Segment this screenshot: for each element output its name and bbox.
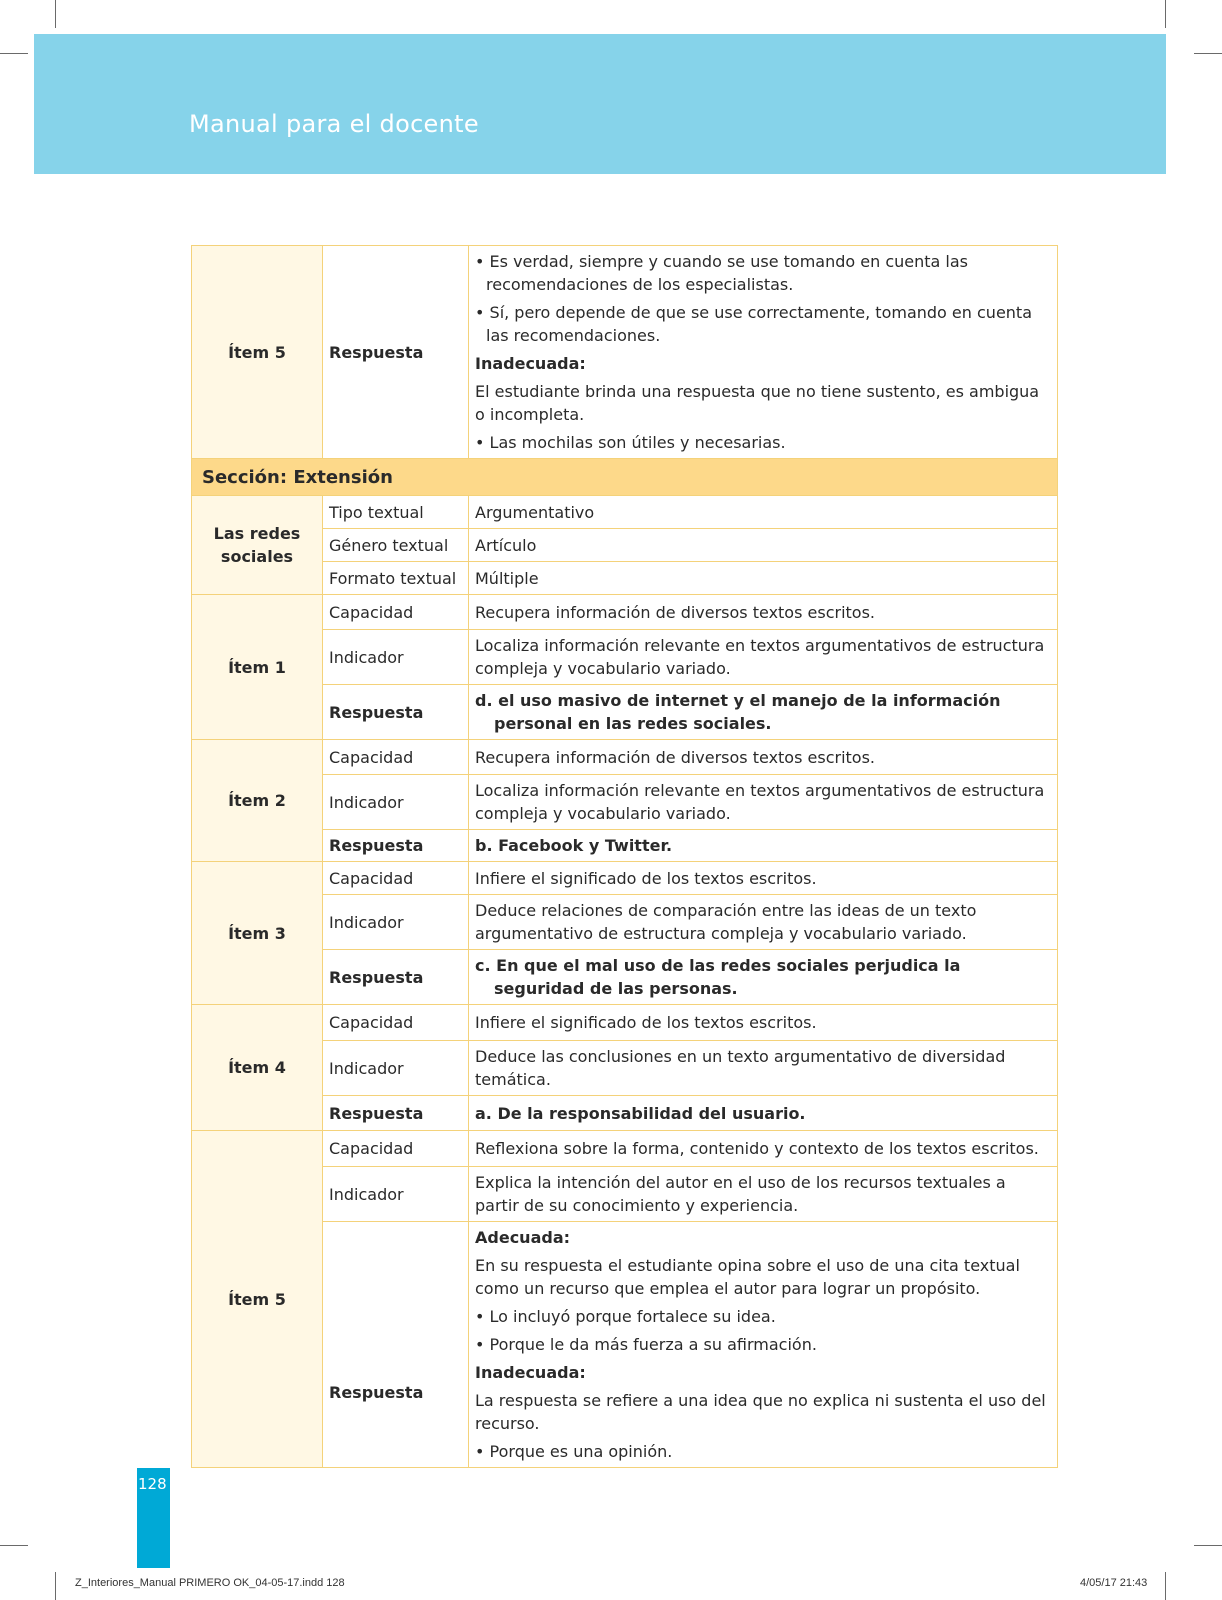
response-cell (469, 246, 1058, 459)
crop-mark (1194, 1545, 1222, 1546)
list-item: • Sí, pero depende de que se use correctamente, tomando en cuenta las recomendaciones. (475, 301, 1051, 347)
row-label: Indicador (323, 1041, 469, 1096)
row-label: Tipo textual (323, 496, 469, 529)
row-label: Respuesta (323, 685, 469, 740)
item-label: Ítem 5 (192, 1131, 323, 1468)
row-label: Capacidad (323, 1005, 469, 1041)
crop-mark (0, 1545, 28, 1546)
file-slug: Z_Interiores_Manual PRIMERO OK_04-05-17.indd 128 (75, 1577, 345, 1589)
item-label: Ítem 1 (192, 595, 323, 740)
crop-mark (55, 0, 56, 28)
page-number: 128 (138, 1475, 167, 1493)
page-title: Manual para el docente (189, 110, 479, 138)
capacity-text: Infiere el significado de los textos escritos. (469, 1005, 1058, 1041)
crop-mark (1194, 53, 1222, 54)
table-row (192, 740, 1058, 775)
header-band (34, 34, 1166, 174)
indicator-text: Localiza información relevante en textos argumentativos de estructura compleja y vocabulario variado. (469, 775, 1058, 830)
row-label: Género textual (323, 529, 469, 562)
adequate-label: Adecuada: (475, 1228, 571, 1247)
row-label: Indicador (323, 775, 469, 830)
row-value: Artículo (469, 529, 1058, 562)
table-row (192, 595, 1058, 630)
capacity-text: Recupera información de diversos textos escritos. (469, 595, 1058, 630)
row-value: Múltiple (469, 562, 1058, 595)
inadequate-text: La respuesta se refiere a una idea que no explica ni sustenta el uso del recurso. (475, 1391, 1046, 1433)
item-label: Ítem 4 (192, 1005, 323, 1131)
date-slug: 4/05/17 21:43 (1080, 1577, 1148, 1589)
response-cell (469, 1222, 1058, 1468)
row-label: Capacidad (323, 595, 469, 630)
row-label: Capacidad (323, 862, 469, 895)
item-label: Ítem 2 (192, 740, 323, 862)
list-item: • Lo incluyó porque fortalece su idea. (475, 1305, 1051, 1328)
indicator-text: Deduce las conclusiones en un texto argumentativo de diversidad temática. (469, 1041, 1058, 1096)
answer-text: d. el uso masivo de internet y el manejo de la información personal en las redes sociales. (475, 691, 1001, 733)
answer-key-table (191, 245, 1058, 1468)
row-label: Respuesta (323, 246, 469, 459)
item-label: Ítem 3 (192, 862, 323, 1005)
indicator-text: Deduce relaciones de comparación entre las ideas de un texto argumentativo de estructura compleja y vocabulario variado. (469, 895, 1058, 950)
adequate-text: En su respuesta el estudiante opina sobre el uso de una cita textual como un recurso que emplea el autor para lograr un propósito. (475, 1256, 1020, 1298)
item-label: Ítem 5 (192, 246, 323, 459)
inadequate-text: El estudiante brinda una respuesta que no tiene sustento, es ambigua o incompleta. (475, 382, 1040, 424)
row-label: Respuesta (323, 830, 469, 862)
crop-mark (1165, 1572, 1166, 1600)
list-item: • Las mochilas son útiles y necesarias. (475, 431, 1051, 454)
row-label: Respuesta (323, 950, 469, 1005)
indicator-text: Localiza información relevante en textos argumentativos de estructura compleja y vocabulario variado. (469, 630, 1058, 685)
table-row (192, 1005, 1058, 1041)
row-label: Indicador (323, 1167, 469, 1222)
row-label: Capacidad (323, 740, 469, 775)
table-row (192, 1131, 1058, 1167)
table-row (192, 496, 1058, 529)
answer-text: b. Facebook y Twitter. (475, 836, 673, 855)
capacity-text: Infiere el significado de los textos escritos. (469, 862, 1058, 895)
inadequate-label: Inadecuada: (475, 354, 586, 373)
indicator-text: Explica la intención del autor en el uso de los recursos textuales a partir de su conocimiento y experiencia. (469, 1167, 1058, 1222)
row-label: Respuesta (323, 1096, 469, 1131)
row-label: Formato textual (323, 562, 469, 595)
crop-mark (55, 1572, 56, 1600)
row-label: Capacidad (323, 1131, 469, 1167)
row-label: Respuesta (323, 1222, 469, 1468)
capacity-text: Recupera información de diversos textos escritos. (469, 740, 1058, 775)
answer-text: c. En que el mal uso de las redes sociales perjudica la seguridad de las personas. (475, 956, 961, 998)
inadequate-label: Inadecuada: (475, 1363, 586, 1382)
row-label: Indicador (323, 895, 469, 950)
list-item: • Porque le da más fuerza a su afirmación. (475, 1333, 1051, 1356)
crop-mark (1165, 0, 1166, 28)
table-row (192, 862, 1058, 895)
row-label: Indicador (323, 630, 469, 685)
text-name: Las redes sociales (192, 496, 323, 595)
row-value: Argumentativo (469, 496, 1058, 529)
section-row (192, 459, 1058, 496)
capacity-text: Reflexiona sobre la forma, contenido y contexto de los textos escritos. (469, 1131, 1058, 1167)
list-item: • Porque es una opinión. (475, 1440, 1051, 1463)
list-item: • Es verdad, siempre y cuando se use tomando en cuenta las recomendaciones de los especialistas. (475, 250, 1051, 296)
crop-mark (0, 53, 28, 54)
answer-text: a. De la responsabilidad del usuario. (475, 1103, 806, 1123)
table-row (192, 246, 1058, 459)
section-title: Sección: Extensión (192, 459, 1058, 496)
